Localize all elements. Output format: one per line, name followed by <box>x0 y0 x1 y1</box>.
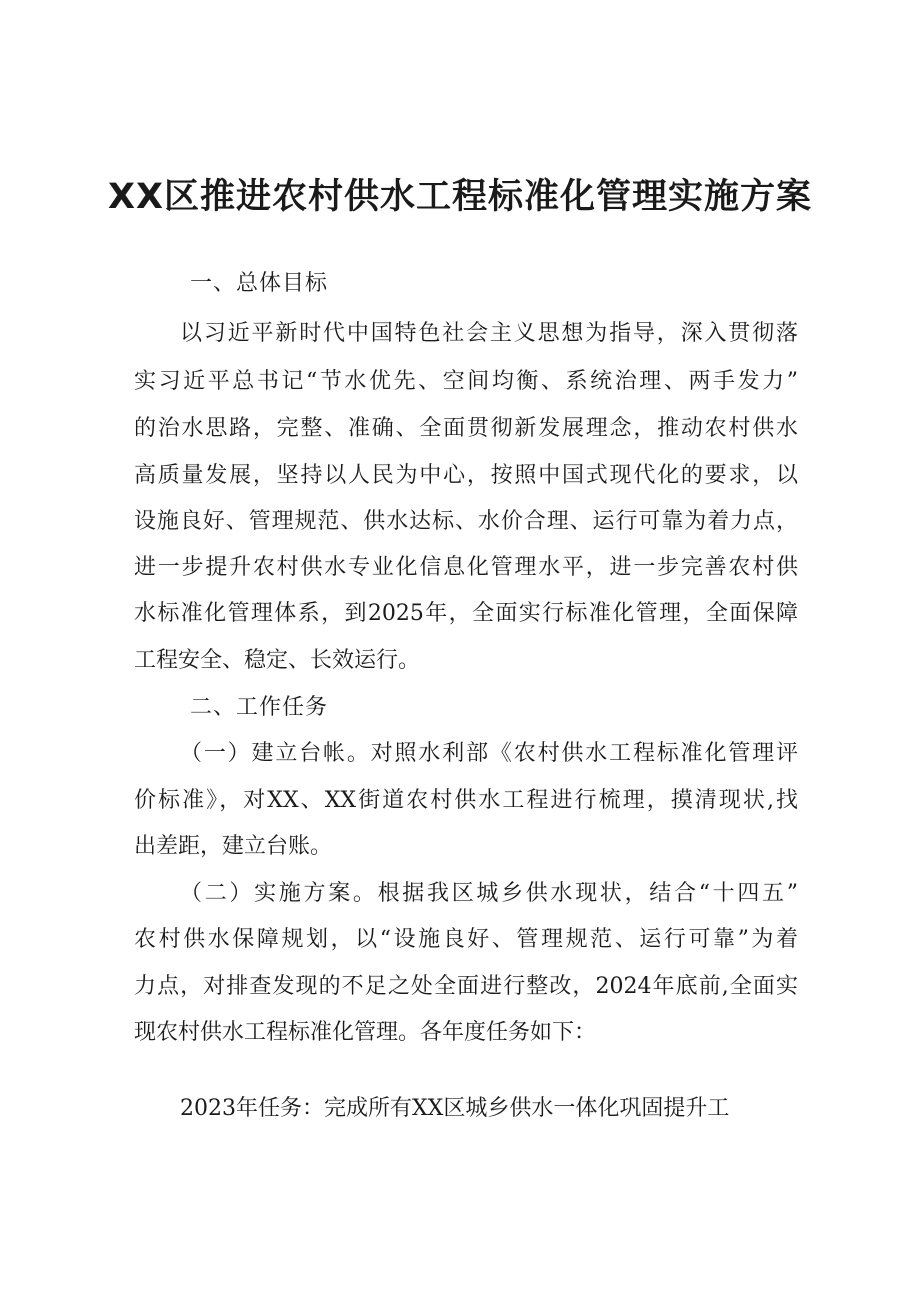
paragraph-line: 水标准化管理体系，到2025年，全面实行标准化管理，全面保障 <box>134 601 798 626</box>
task-2023-line: 2023年任务：完成所有XX区城乡供水一体化巩固提升工 <box>180 1096 730 1121</box>
task-item-line: （二）实施方案。根据我区城乡供水现状，结合“十四五” <box>180 881 798 906</box>
paragraph-line: 以习近平新时代中国特色社会主义思想为指导，深入贯彻落 <box>180 321 798 346</box>
section-heading-tasks: 二、工作任务 <box>190 695 329 720</box>
paragraph-line: 工程安全、稳定、长效运行。 <box>134 648 421 673</box>
section-heading-goals: 一、总体目标 <box>190 271 329 296</box>
task-item-line: 现农村供水工程标准化管理。各年度任务如下： <box>134 1020 597 1045</box>
document-title: XX区推进农村供水工程标准化管理实施方案 <box>108 177 812 217</box>
paragraph-line: 高质量发展，坚持以人民为中心，按照中国式现代化的要求，以 <box>134 463 798 488</box>
paragraph-line: 实习近平总书记“节水优先、空间均衡、系统治理、两手发力” <box>134 369 798 394</box>
task-item-line: （一）建立台帐。对照水利部《农村供水工程标准化管理评 <box>180 741 798 766</box>
task-item-line: 出差距，建立台账。 <box>134 834 333 859</box>
paragraph-line: 的治水思路，完整、准确、全面贯彻新发展理念，推动农村供水 <box>134 416 798 441</box>
task-item-line: 力点，对排查发现的不足之处全面进行整改，2024年底前,全面实 <box>134 974 798 999</box>
paragraph-line: 设施良好、管理规范、供水达标、水价合理、运行可靠为着力点， <box>134 509 798 534</box>
task-item-line: 价标准》，对XX、XX街道农村供水工程进行梳理，摸清现状,找 <box>134 788 798 813</box>
paragraph-line: 进一步提升农村供水专业化信息化管理水平，进一步完善农村供 <box>134 555 798 580</box>
task-item-line: 农村供水保障规划，以“设施良好、管理规范、运行可靠”为着 <box>134 927 798 952</box>
